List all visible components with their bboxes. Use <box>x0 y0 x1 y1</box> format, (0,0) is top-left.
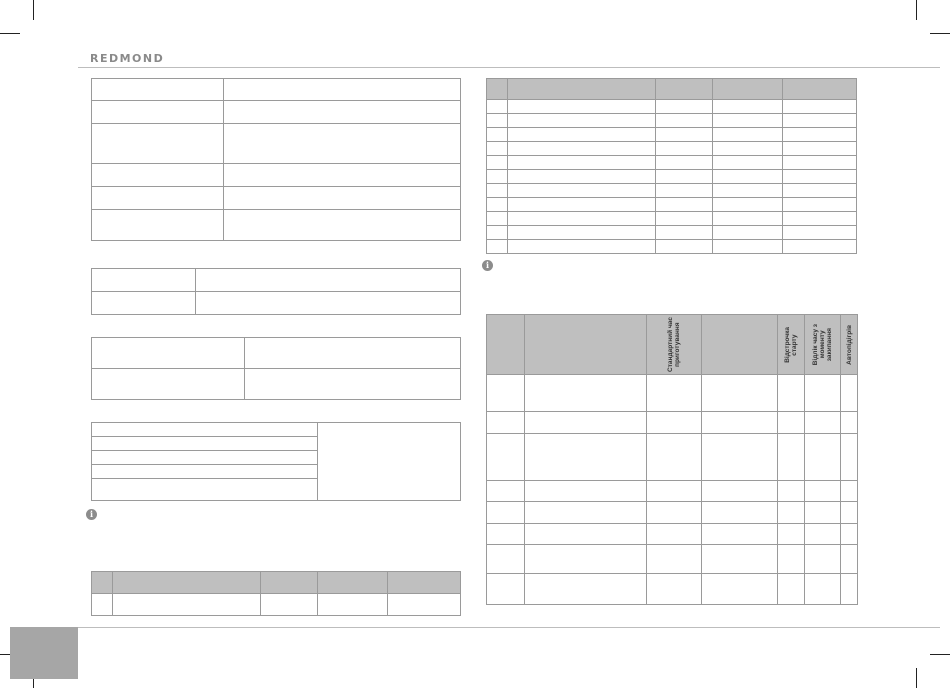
parts-table <box>91 337 461 400</box>
table-row <box>92 423 461 437</box>
info-icon: i <box>482 260 493 271</box>
header-time-from-boil: Відлік часу з моменту закипання <box>805 315 841 375</box>
table-row <box>92 164 461 187</box>
specs-table <box>91 78 461 241</box>
crop-mark <box>0 33 20 34</box>
brand-logo: REDMOND <box>90 52 165 65</box>
table-row <box>487 184 857 198</box>
table-row <box>487 545 858 574</box>
crop-mark <box>916 668 917 688</box>
table-row <box>92 101 461 124</box>
table-row <box>487 240 857 254</box>
table-row <box>487 170 857 184</box>
table-row <box>92 338 461 369</box>
table-row <box>487 114 857 128</box>
crop-mark <box>930 654 950 655</box>
table-row <box>92 210 461 241</box>
table-row <box>487 375 858 412</box>
crop-mark <box>33 0 34 20</box>
control-panel-table <box>91 422 461 501</box>
table-row <box>487 524 858 545</box>
table-row <box>487 574 858 605</box>
table-row <box>92 79 461 101</box>
footer-rule <box>78 627 940 628</box>
table-row <box>487 142 857 156</box>
table-row <box>92 292 461 315</box>
settings-table <box>91 571 461 616</box>
crop-mark <box>930 33 950 34</box>
table-row <box>92 124 461 164</box>
table-row <box>487 198 857 212</box>
table-row <box>487 412 858 434</box>
page-number-box <box>10 627 78 679</box>
table-header-row <box>487 79 857 100</box>
table-row <box>92 369 461 400</box>
table-row <box>92 594 461 616</box>
crop-mark <box>916 0 917 20</box>
info-icon: i <box>86 509 97 520</box>
table-row <box>92 269 461 292</box>
cooking-programs-table <box>486 314 858 605</box>
table-row <box>487 156 857 170</box>
table-row <box>487 434 858 481</box>
table-row <box>487 128 857 142</box>
table-row <box>487 481 858 502</box>
package-table <box>91 268 461 315</box>
table-row <box>487 100 857 114</box>
header-delayed-start: Відстрочка старту <box>778 315 805 375</box>
programs-table <box>486 78 857 254</box>
table-row <box>487 502 858 524</box>
table-header-row <box>487 315 858 375</box>
table-row <box>487 212 857 226</box>
table-header-row <box>92 572 461 594</box>
table-row <box>487 226 857 240</box>
header-keep-warm: Автопідігрів <box>841 315 858 375</box>
table-row <box>92 187 461 210</box>
header-standard-time: Стандартний час приготування <box>647 315 702 375</box>
header-rule <box>78 67 940 68</box>
